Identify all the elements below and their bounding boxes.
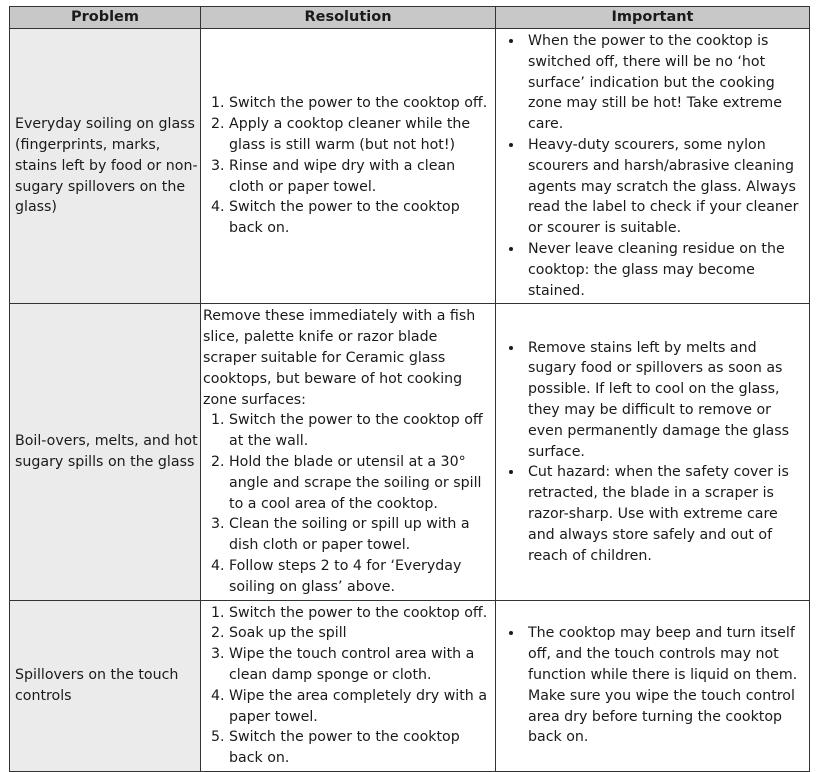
resolution-step: 1. Switch the power to the cooktop off at the wall. — [229, 410, 493, 452]
important-item: • When the power to the cooktop is switched off, there will be no ‘hot surface’ indication but the cooking zone may still be hot! Take extreme care. — [524, 31, 807, 135]
resolution-cell — [201, 304, 496, 600]
resolution-step: 4. Follow steps 2 to 4 for ‘Everyday soiling on glass’ above. — [229, 556, 493, 598]
cleaning-table — [9, 6, 810, 772]
resolution-steps — [203, 410, 493, 597]
resolution-step: 1. Switch the power to the cooktop off. — [229, 603, 493, 624]
resolution-step: 1. Switch the power to the cooktop off. — [229, 93, 493, 114]
problem-cell: Everyday soiling on glass (fingerprints, marks, stains left by food or non-sugary spillovers on the glass) — [10, 29, 201, 304]
important-list — [498, 31, 807, 301]
resolution-cell — [201, 29, 496, 304]
important-cell — [496, 29, 810, 304]
important-item: • The cooktop may beep and turn itself off, and the touch controls may not function while there is liquid on them. Make sure you wipe the touch control area dry before turning the cooktop back on. — [524, 623, 807, 748]
resolution-step: 3. Rinse and wipe dry with a clean cloth or paper towel. — [229, 156, 493, 198]
header-important: Important — [496, 7, 810, 29]
important-list — [498, 338, 807, 567]
table-row — [10, 304, 810, 600]
resolution-step: 2. Soak up the spill — [229, 623, 493, 644]
resolution-step: 3. Wipe the touch control area with a clean damp sponge or cloth. — [229, 644, 493, 686]
important-list — [498, 623, 807, 748]
table-row — [10, 29, 810, 304]
header-row — [10, 7, 810, 29]
resolution-step: 5. Switch the power to the cooktop back on. — [229, 727, 493, 769]
table-row — [10, 600, 810, 771]
header-problem: Problem — [10, 7, 201, 29]
resolution-steps — [203, 603, 493, 769]
resolution-steps — [203, 93, 493, 239]
resolution-step: 4. Wipe the area completely dry with a paper towel. — [229, 686, 493, 728]
important-item: • Heavy-duty scourers, some nylon scourers and harsh/abrasive cleaning agents may scratch the glass. Always read the label to check if your cleaner or scourer is suitable. — [524, 135, 807, 239]
resolution-step: 4. Switch the power to the cooktop back on. — [229, 197, 493, 239]
important-cell — [496, 600, 810, 771]
important-item: • Remove stains left by melts and sugary food or spillovers as soon as possible. If left to cool on the glass, they may be difficult to remove or even permanently damage the glass surface. — [524, 338, 807, 463]
resolution-intro: Remove these immediately with a fish slice, palette knife or razor blade scraper suitable for Ceramic glass cooktops, but beware of hot cooking zone surfaces: — [203, 308, 476, 408]
header-resolution: Resolution — [201, 7, 496, 29]
problem-cell: Boil-overs, melts, and hot sugary spills on the glass — [10, 304, 201, 600]
important-item: • Cut hazard: when the safety cover is retracted, the blade in a scraper is razor-sharp. Use with extreme care and always store safely and out of reach of children. — [524, 462, 807, 566]
resolution-step: 3. Clean the soiling or spill up with a dish cloth or paper towel. — [229, 514, 493, 556]
resolution-step: 2. Hold the blade or utensil at a 30° angle and scrape the soiling or spill to a cool area of the cooktop. — [229, 452, 493, 514]
important-item: • Never leave cleaning residue on the cooktop: the glass may become stained. — [524, 239, 807, 301]
resolution-step: 2. Apply a cooktop cleaner while the glass is still warm (but not hot!) — [229, 114, 493, 156]
important-cell — [496, 304, 810, 600]
resolution-cell — [201, 600, 496, 771]
problem-cell: Spillovers on the touch controls — [10, 600, 201, 771]
